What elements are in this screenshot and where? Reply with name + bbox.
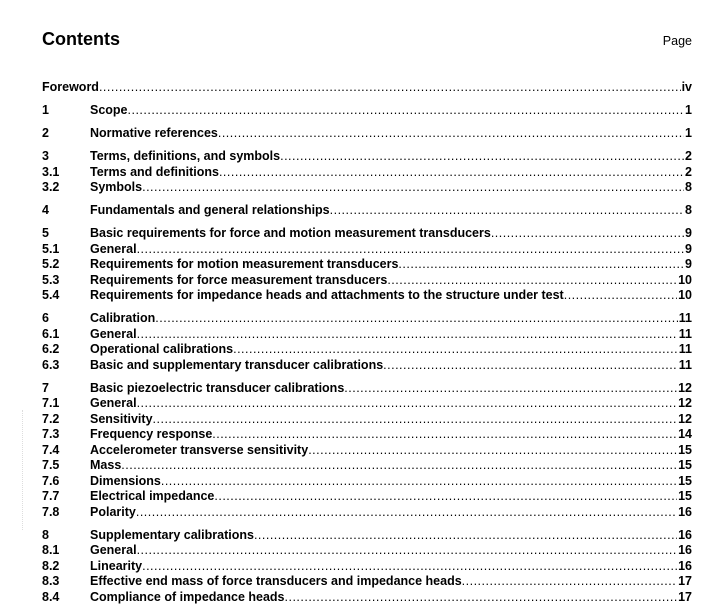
toc-entry-page: 17: [678, 589, 692, 604]
leader-dots: [491, 226, 684, 240]
toc-entry-number: 7.1: [42, 396, 60, 410]
toc-entry-page: 9: [685, 257, 692, 271]
toc-entry-title: Calibration: [90, 311, 156, 325]
toc-entry-number: 5.2: [42, 257, 60, 271]
toc-entry-title: General: [90, 543, 137, 557]
toc-entry-title: General: [90, 326, 137, 341]
toc-entry-number: 8.1: [42, 543, 60, 557]
toc-entry-page: 9: [685, 226, 692, 240]
toc-entry-number: 6: [42, 311, 49, 325]
toc-entry[interactable]: [42, 396, 692, 412]
toc-entry[interactable]: [42, 311, 692, 327]
leader-dots: [233, 342, 678, 356]
toc-entry-page: 16: [678, 558, 692, 573]
toc-entry[interactable]: [42, 358, 692, 374]
toc-entry-page: 16: [678, 527, 692, 542]
toc-entry-page: 12: [678, 411, 692, 426]
toc-entry-number: 7.5: [42, 458, 60, 472]
toc-entry[interactable]: [42, 327, 692, 343]
toc-entry-title: Basic and supplementary transducer calibrations: [90, 357, 384, 372]
leader-dots: [137, 396, 678, 410]
toc-entry[interactable]: [42, 203, 692, 219]
toc-entry[interactable]: [42, 149, 692, 165]
toc-entry-page: 12: [678, 380, 692, 395]
toc-entry[interactable]: [42, 226, 692, 242]
toc-entry-page: 11: [678, 326, 692, 341]
toc-entry[interactable]: [42, 443, 692, 459]
toc-entry-page: 10: [678, 272, 692, 287]
toc-entry-title: Linearity: [90, 558, 143, 573]
toc-entry-number: 3: [42, 149, 49, 163]
toc-entry-number: 7.2: [42, 411, 60, 426]
leader-dots: [219, 165, 684, 179]
toc-entry[interactable]: [42, 103, 692, 119]
toc-entry-number: 5.4: [42, 288, 60, 302]
toc-entry-page: 11: [678, 342, 692, 356]
toc-entry-title: Requirements for force measurement transducers: [90, 272, 388, 287]
toc-entry[interactable]: [42, 273, 692, 289]
leader-dots: [344, 381, 677, 395]
toc-entry[interactable]: [42, 474, 692, 490]
toc-entry[interactable]: [42, 505, 692, 521]
toc-entry[interactable]: [42, 559, 692, 575]
toc-entry-number: 8.3: [42, 574, 60, 588]
toc-entry-title: Operational calibrations: [90, 342, 234, 356]
toc-entry[interactable]: [42, 590, 692, 606]
toc-entry-number: 6.3: [42, 357, 60, 372]
toc-entry-title: Mass: [90, 458, 122, 472]
toc-entry-title: General: [90, 396, 137, 410]
toc-entry-title: Scope: [90, 103, 128, 117]
toc-entry[interactable]: [42, 489, 692, 505]
toc-entry-number: 2: [42, 126, 49, 140]
leader-dots: [383, 358, 678, 372]
toc-entry-title: Accelerometer transverse sensitivity: [90, 442, 309, 457]
toc-entry-page: 17: [678, 574, 692, 588]
leader-dots: [99, 80, 681, 94]
toc-entry-page: 16: [678, 543, 692, 557]
leader-dots: [387, 273, 677, 287]
toc-entry-page: 8: [685, 203, 692, 217]
toc-entry[interactable]: [42, 427, 692, 443]
toc-entry[interactable]: [42, 412, 692, 428]
toc-entry-number: 7.7: [42, 489, 60, 503]
leader-dots: [254, 528, 677, 542]
toc-entry-title: Supplementary calibrations: [90, 527, 254, 542]
toc-entry-title: Compliance of impedance heads: [90, 589, 285, 604]
toc-entry-title: Frequency response: [90, 427, 213, 441]
toc-entry-number: 1: [42, 103, 49, 117]
leader-dots: [285, 590, 678, 604]
toc-entry-number: 8.2: [42, 558, 60, 573]
leader-dots: [564, 288, 677, 302]
toc-entry-title: Requirements for motion measurement transducers: [90, 257, 399, 271]
toc-entry-page: 15: [678, 489, 692, 503]
leader-dots: [212, 427, 677, 441]
toc-entry-title: Basic requirements for force and motion measurement transducers: [90, 226, 491, 240]
toc-entry-number: 7: [42, 380, 49, 395]
leader-dots: [153, 412, 678, 426]
leader-dots: [142, 180, 684, 194]
page-title: Contents: [42, 29, 120, 49]
leader-dots: [214, 489, 677, 503]
toc-entry-title: Requirements for impedance heads and attachments to the structure under test: [90, 288, 564, 302]
toc-entry-number: 5.1: [42, 241, 60, 256]
toc-entry-title: Dimensions: [90, 473, 161, 488]
toc-entry-title: Electrical impedance: [90, 489, 215, 503]
margin-watermark: [22, 410, 24, 530]
toc-entry-page: 1: [685, 126, 692, 140]
toc-entry-title: Symbols: [90, 180, 143, 194]
toc-entry-title: Foreword: [42, 80, 99, 94]
toc-entry-number: 5.3: [42, 272, 60, 287]
toc-entry-page: 1: [685, 103, 692, 117]
toc-entry-page: 15: [678, 458, 692, 472]
toc-entry-title: Terms, definitions, and symbols: [90, 149, 281, 163]
leader-dots: [308, 443, 677, 457]
leader-dots: [128, 103, 685, 117]
toc-entry[interactable]: [42, 381, 692, 397]
table-of-contents: [42, 80, 692, 605]
toc-entry-title: General: [90, 241, 137, 256]
toc-entry-number: 7.6: [42, 473, 60, 488]
toc-entry-title: Normative references: [90, 126, 218, 140]
toc-entry-number: 6.2: [42, 342, 60, 356]
leader-dots: [280, 149, 684, 163]
leader-dots: [161, 474, 677, 488]
toc-entry-title: Polarity: [90, 504, 136, 519]
toc-entry-title: Basic piezoelectric transducer calibrations: [90, 380, 345, 395]
toc-entry-page: 11: [678, 357, 692, 372]
toc-entry[interactable]: [42, 342, 692, 358]
toc-entry-number: 7.4: [42, 442, 60, 457]
toc-entry-title: Effective end mass of force transducers and impedance heads: [90, 574, 462, 588]
toc-entry-page: 9: [685, 241, 692, 256]
toc-entry-page: 15: [678, 473, 692, 488]
toc-entry-page: 10: [678, 288, 692, 302]
toc-entry[interactable]: [42, 257, 692, 273]
toc-entry-page: 16: [678, 504, 692, 519]
toc-entry-foreword[interactable]: [42, 80, 692, 96]
toc-entry-page: 2: [685, 149, 692, 163]
toc-entry[interactable]: [42, 242, 692, 258]
leader-dots: [398, 257, 684, 271]
toc-entry-title: Terms and definitions: [90, 164, 219, 179]
toc-entry-page: 2: [685, 164, 692, 179]
leader-dots: [218, 126, 684, 140]
toc-entry[interactable]: [42, 288, 692, 304]
toc-entry[interactable]: [42, 543, 692, 559]
toc-entry-number: 4: [42, 203, 49, 217]
leader-dots: [121, 458, 677, 472]
toc-entry-page: 14: [678, 427, 692, 441]
toc-entry-page: iv: [681, 80, 692, 94]
toc-entry[interactable]: [42, 528, 692, 544]
toc-entry-title: Fundamentals and general relationships: [90, 203, 330, 217]
leader-dots: [155, 311, 677, 325]
toc-entry-number: 7.8: [42, 504, 60, 519]
toc-entry[interactable]: [42, 165, 692, 181]
toc-entry-number: 7.3: [42, 427, 60, 441]
toc-entry[interactable]: [42, 180, 692, 196]
leader-dots: [137, 543, 678, 557]
toc-entry-number: 8.4: [42, 589, 60, 604]
toc-entry-page: 11: [678, 311, 692, 325]
leader-dots: [330, 203, 684, 217]
toc-entry[interactable]: [42, 574, 692, 590]
toc-entry-number: 8: [42, 527, 49, 542]
toc-entry-number: 3.2: [42, 180, 60, 194]
leader-dots: [137, 242, 684, 256]
leader-dots: [137, 327, 678, 341]
leader-dots: [142, 559, 677, 573]
toc-entry-title: Sensitivity: [90, 411, 153, 426]
toc-entry-page: 8: [685, 180, 692, 194]
toc-entry-page: 12: [678, 396, 692, 410]
toc-entry-page: 15: [678, 442, 692, 457]
leader-dots: [136, 505, 677, 519]
toc-entry-number: 3.1: [42, 164, 60, 179]
leader-dots: [462, 574, 677, 588]
toc-entry[interactable]: [42, 126, 692, 142]
toc-entry-number: 5: [42, 226, 49, 240]
page-column-label: Page: [662, 34, 692, 48]
toc-entry[interactable]: [42, 458, 692, 474]
toc-entry-number: 6.1: [42, 326, 60, 341]
